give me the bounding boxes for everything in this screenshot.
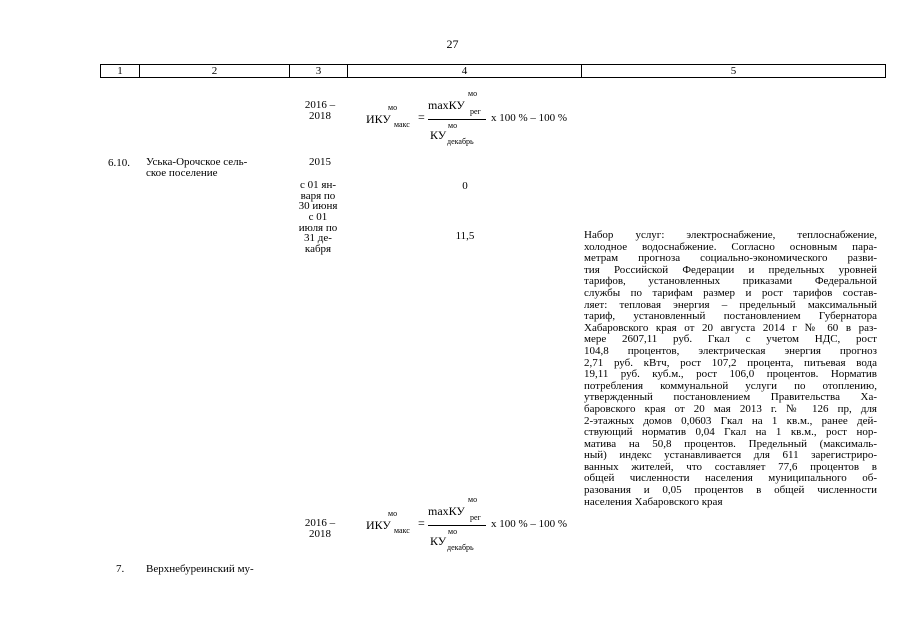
description-line: Хабаровского края от 20 августа 2014 г № 60 в раз-	[584, 321, 877, 334]
item-name	[146, 157, 247, 179]
description-line: матива на 50,8 процентов. Предельный (максималь-	[584, 437, 877, 450]
formula2-num-sup: мо	[468, 495, 478, 504]
formula1-den-sub: декабрь	[447, 137, 474, 146]
formula1-eq: =	[418, 110, 425, 124]
header-col-2: 2	[139, 65, 289, 77]
description-line: тия Российской Федерации и предельных уровней	[584, 263, 877, 276]
year-2015: 2015	[309, 156, 331, 168]
header-col-4: 4	[347, 65, 581, 77]
value-period-1: 0	[462, 180, 468, 192]
formula1-den: КУ	[430, 128, 447, 142]
description-line: ляет: тепловая энергия – предельный максимальный	[584, 298, 877, 311]
description-line: холодное водоснабжение. Согласно основным пара-	[584, 240, 877, 253]
formula-1	[360, 88, 590, 148]
description-line: метрам прогноза социально-экономического разви-	[584, 252, 877, 265]
period-2	[294, 212, 342, 254]
period-line: варя по	[300, 189, 336, 202]
description-line: мере 2607,11 руб. Гкал с учетом НДС, рост	[584, 333, 877, 346]
formula2-den-sup: мо	[448, 527, 458, 536]
item-number: 6.10.	[108, 157, 130, 169]
value-period-2: 11,5	[455, 230, 475, 242]
description-line: Набор услуг: электроснабжение, теплоснабжение,	[584, 229, 877, 241]
period-line: июля по	[298, 221, 338, 234]
description-line: утвержденный постановлением Правительства Ха-	[584, 391, 877, 404]
formula2-num-sub: рег	[470, 513, 481, 522]
formula2-num: maxКУ	[428, 504, 465, 518]
formula1-year: 2016 – 2018	[304, 99, 336, 122]
formula2-lhs-sub: макс	[394, 526, 410, 535]
description-line: ствующий норматив 0,04 Гкал на 1 кв.м., рост нор-	[584, 426, 877, 439]
formula2-lhs-sup: мо	[388, 509, 398, 518]
formula1-lhs-sub: макс	[394, 120, 410, 129]
formula1-lhs-sup: мо	[388, 103, 398, 112]
formula2-year: 2016 – 2018	[304, 517, 336, 540]
formula1-lhs: ИКУ	[366, 112, 391, 126]
formula2-den-sub: декабрь	[447, 543, 474, 552]
header-col-3: 3	[289, 65, 347, 77]
table-header-row	[100, 64, 886, 78]
formula2-tail: x 100 % – 100 %	[491, 518, 568, 530]
description-line: ванных жителей, что составляет 77,6 процентов в	[584, 460, 877, 473]
formula1-num-sub: рег	[470, 107, 481, 116]
period-line: с 01	[308, 211, 328, 223]
description-line: 104,8 процентов, электрическая энергия прогноз	[584, 344, 877, 357]
description-line: 2,71 руб. кВтч, рост 107,2 процента, питьевая вода	[584, 356, 877, 369]
header-col-1: 1	[117, 65, 123, 77]
description-line: потребления коммунальной услуги по отоплению,	[584, 379, 877, 392]
header-col-5: 5	[581, 65, 885, 77]
period-line: 31 де-	[304, 232, 332, 244]
description-line: ный) индекс устанавливается для 611 зарегистриро-	[584, 449, 877, 462]
period-line: 30 июня	[298, 200, 338, 212]
formula2-den: КУ	[430, 534, 447, 548]
period-line: с 01 ян-	[300, 179, 336, 191]
description-line: баровского края от 20 мая 2013 г. № 126 пр, для	[584, 402, 877, 415]
formula1-tail: x 100 % – 100 %	[491, 112, 568, 124]
description-line: 2-этажных домов 0,0603 Гкал на 1 кв.м., ранее дей-	[584, 414, 877, 427]
description-line: 19,11 руб. куб.м., рост 106,0 процентов. Норматив	[584, 368, 877, 381]
period-1	[294, 180, 342, 212]
description-text	[584, 230, 877, 508]
description-line: разования и 0,05 процентов в общей численности	[584, 484, 877, 497]
item-name-line: ское поселение	[146, 167, 218, 179]
formula-2	[360, 494, 590, 554]
description-line: тарифов, установленных приказами Федеральной	[584, 275, 877, 288]
page-number: 27	[446, 37, 459, 51]
formula2-eq: =	[418, 516, 425, 530]
formula1-num: maxКУ	[428, 98, 465, 112]
period-line: кабря	[304, 242, 332, 255]
formula2-fraction-line	[428, 525, 486, 526]
formula1-fraction-line	[428, 119, 486, 120]
description-line: населения Хабаровского края	[584, 495, 723, 508]
formula1-num-sup: мо	[468, 89, 478, 98]
description-line: общей численности населения муниципального об-	[584, 472, 877, 485]
item7-name: Верхнебуреинский му-	[146, 563, 254, 575]
item-name-line: Уська-Орочское сель-	[146, 156, 248, 168]
item7-number: 7.	[116, 563, 125, 575]
formula2-lhs: ИКУ	[366, 518, 391, 532]
description-line: службы по тарифам размер и рост тарифов состав-	[584, 286, 877, 299]
description-line: тариф, установленный постановлением Губернатора	[584, 310, 877, 323]
formula1-den-sup: мо	[448, 121, 458, 130]
